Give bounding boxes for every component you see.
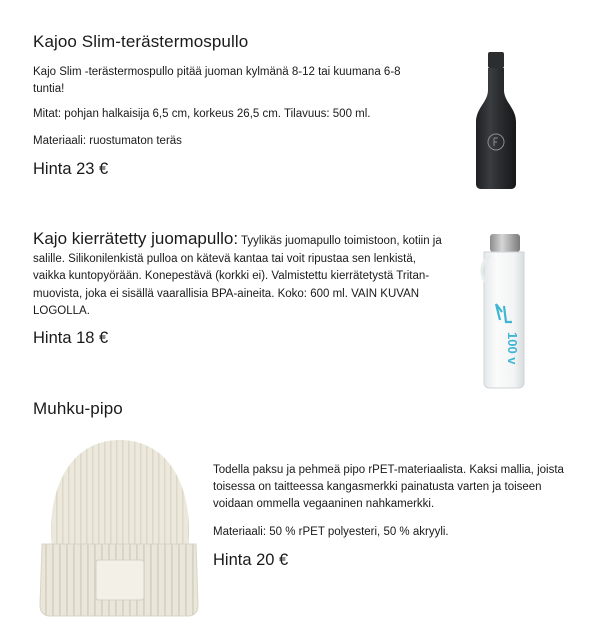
- cream-knit-beanie-image: [38, 436, 200, 618]
- product-description: Kajo Slim -terästermospullo pitää juoman kylmänä 8-12 tai kuumana 6-8 tuntia!: [33, 66, 401, 95]
- product-description: Todella paksu ja pehmeä pipo rPET-materiaalista. Kaksi mallia, joista toisessa on taitteessa kangasmerkki painatusta varten ja toiseen voidaan ommella vegaaninen nahkamerkki.: [213, 464, 564, 510]
- bottle-print-text: 100 v: [505, 332, 520, 365]
- product-price: Hinta 23 €: [33, 160, 109, 178]
- product-title: Kajoo Slim-terästermospullo: [33, 32, 249, 51]
- product-title: Muhku-pipo: [33, 399, 123, 418]
- product-description-block: [33, 230, 443, 321]
- product-dimensions: Mitat: pohjan halkaisija 6,5 cm, korkeus 26,5 cm. Tilavuus: 500 ml.: [33, 108, 371, 120]
- product-description: Tyylikäs juomapullo toimistoon, kotiin ja salille. Silikonilenkistä pulloa on kätevä kantaa tai voit ripustaa sen lenkistä, vaikka kuntopyörään. Konepestävä (korkki ei). Valmistettu kierrätetystä Tritan-muovista, joka ei sisällä vaarallisia BPA-aineita. Koko: 600 ml. VAIN KUVAN LOGOLLA.: [33, 235, 442, 317]
- product-material: Materiaali: 50 % rPET polyesteri, 50 % akryyli.: [213, 526, 449, 538]
- clear-plastic-bottle-image: [478, 232, 528, 390]
- product-price: Hinta 20 €: [213, 551, 289, 569]
- product-title: Kajo kierrätetty juomapullo:: [33, 229, 239, 248]
- black-steel-bottle-image: [470, 50, 530, 190]
- product-material: Materiaali: ruostumaton teräs: [33, 135, 182, 147]
- product-price: Hinta 18 €: [33, 329, 109, 347]
